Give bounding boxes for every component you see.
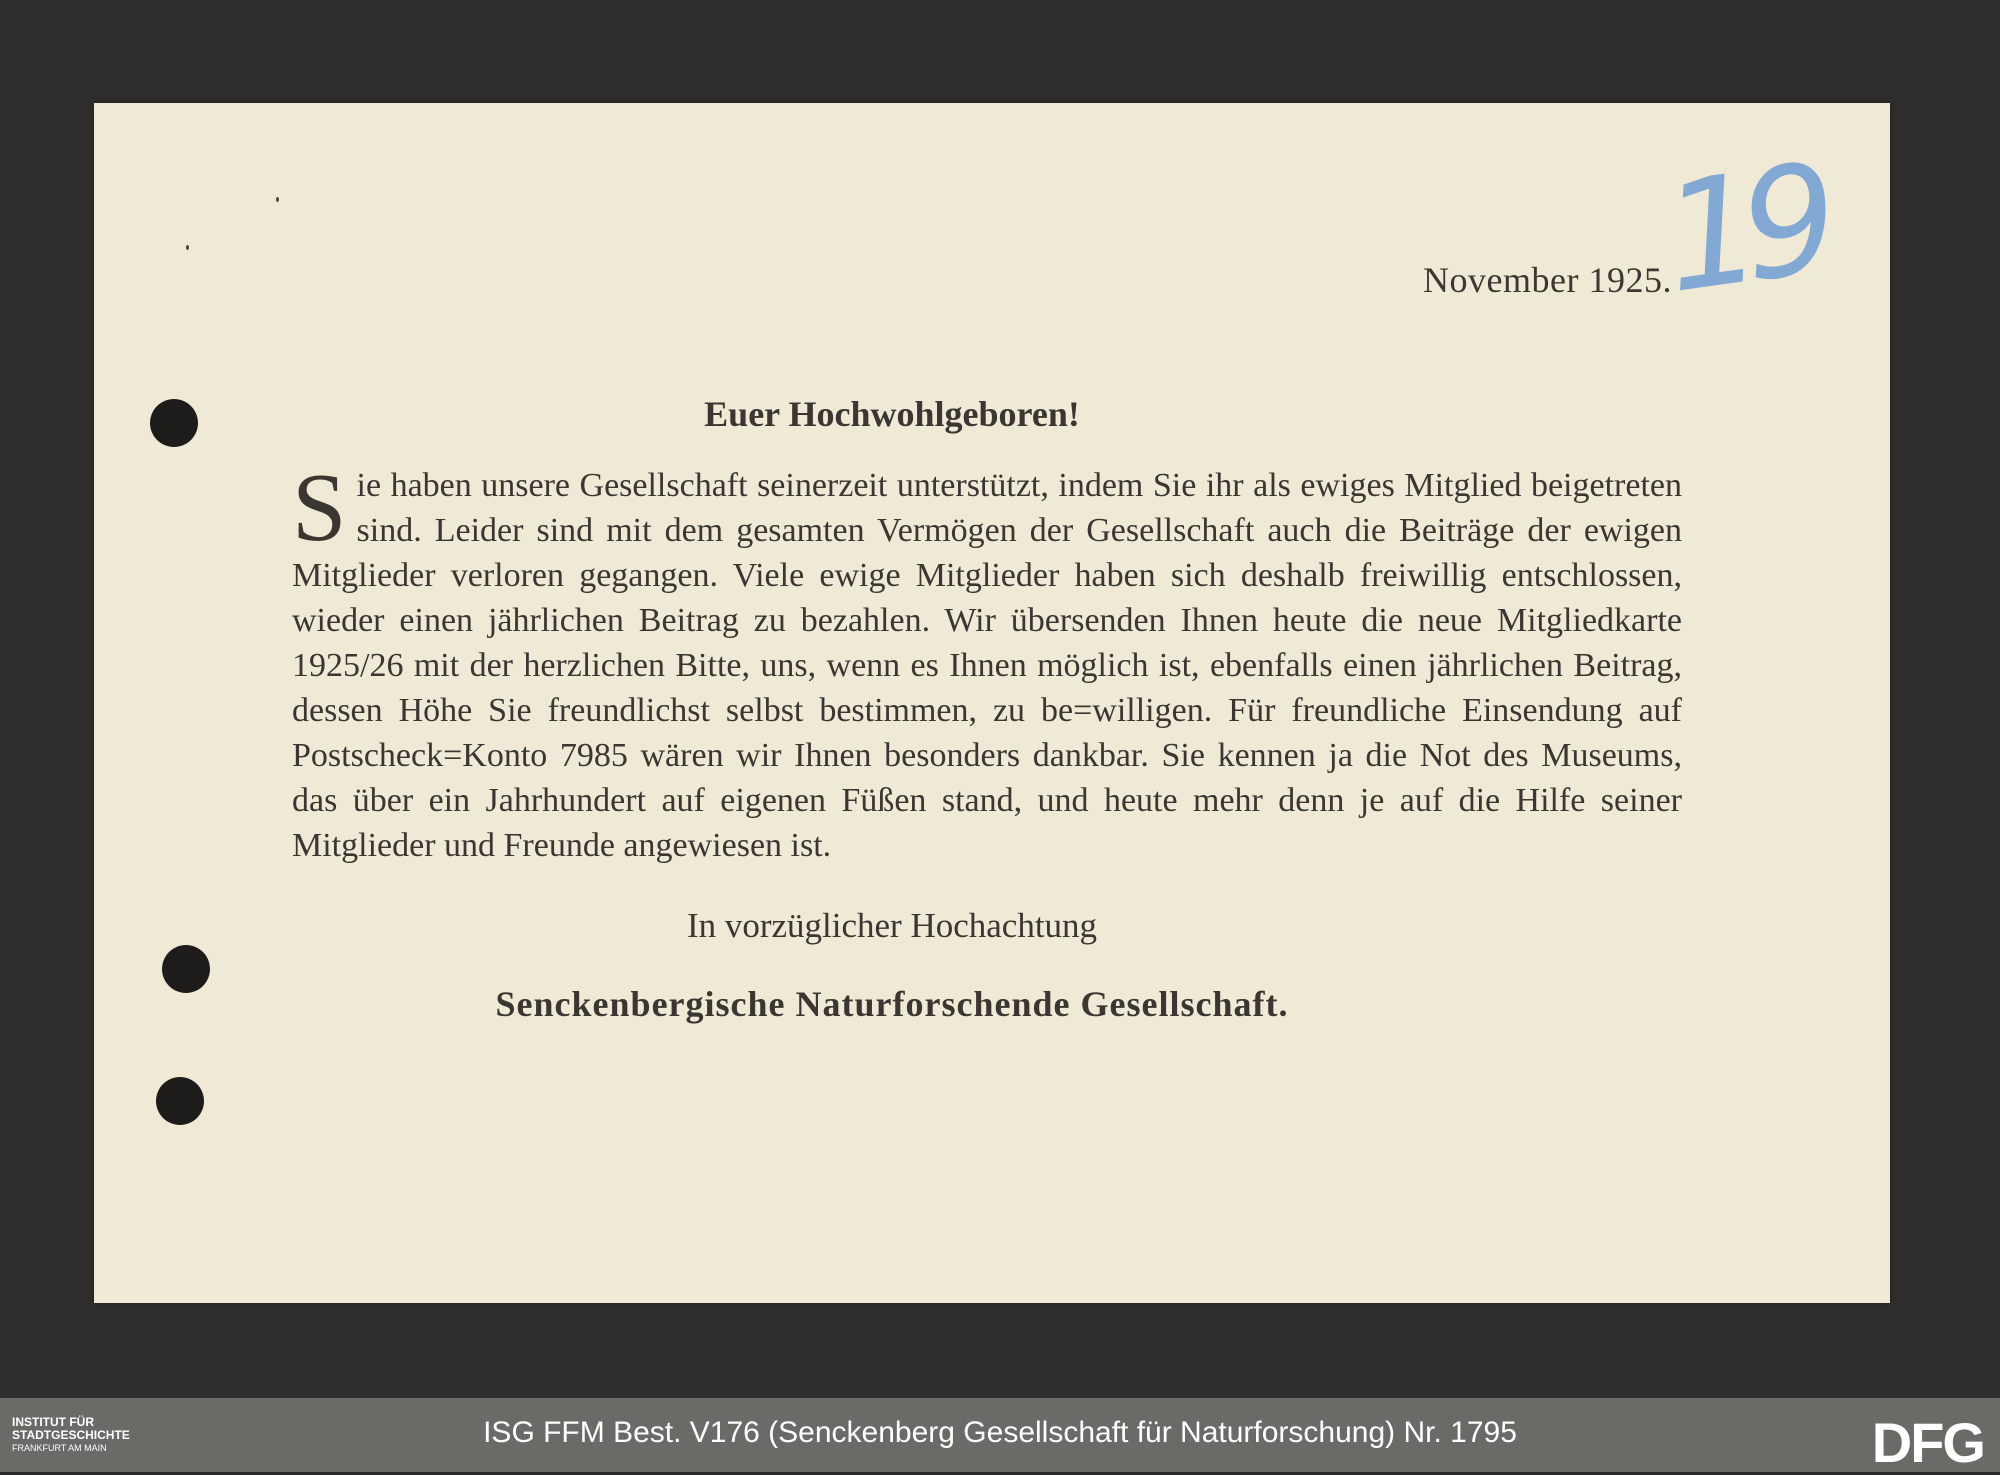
institute-line1: INSTITUT FÜR <box>12 1415 94 1429</box>
letter-body-text: ie haben unsere Gesellschaft seinerzeit unterstützt, indem Sie ihr als ewiges Mitglied beigetreten sind. Leider sind mit dem gesamten Vermögen der Gesellschaft auch die Beiträge der ewigen Mitglieder verloren gegangen. Viele ewige Mitglieder haben sich deshalb freiwillig entschlossen, wieder einen jährlichen Beitrag zu bezahlen. Wir übersenden Ihnen heute die neue Mitgliedkarte 1925/26 mit der herzlichen Bitte, uns, wenn es Ihnen möglich ist, ebenfalls einen jährlichen Beitrag, dessen Höhe Sie freundlichst selbst bestimmen, zu be=willigen. Für freundliche Einsendung auf Postscheck=Konto 7985 wären wir Ihnen besonders dankbar. Sie kennen ja die Not des Museums, das über ein Jahrhundert auf eigenen Füßen stand, und heute mehr denn je auf die Hilfe seiner Mitglieder und Freunde angewiesen ist. <box>292 467 1682 864</box>
handwritten-page-number: 19 <box>1653 133 1832 327</box>
letter-body <box>292 454 1682 868</box>
paper-speck <box>186 245 189 250</box>
letter-sheet <box>94 103 1890 1303</box>
archive-caption: ISG FFM Best. V176 (Senckenberg Gesellschaft für Naturforschung) Nr. 1795 <box>483 1416 1517 1449</box>
archive-footer <box>0 1398 2000 1472</box>
letter-date: November 1925. <box>1423 260 1672 300</box>
closing-phrase: In vorzüglicher Hochachtung <box>686 906 1098 945</box>
punch-hole <box>156 1077 204 1125</box>
salutation: Euer Hochwohlgeboren! <box>704 394 1080 434</box>
signature: Senckenbergische Naturforschende Gesellschaft. <box>495 984 1289 1024</box>
dfg-logo: DFG <box>1871 1411 1984 1474</box>
institute-line3: FRANKFURT AM MAIN <box>12 1443 107 1453</box>
paper-speck <box>276 197 279 202</box>
institute-line2: STADTGESCHICHTE <box>12 1428 130 1442</box>
drop-cap: S <box>292 454 347 562</box>
